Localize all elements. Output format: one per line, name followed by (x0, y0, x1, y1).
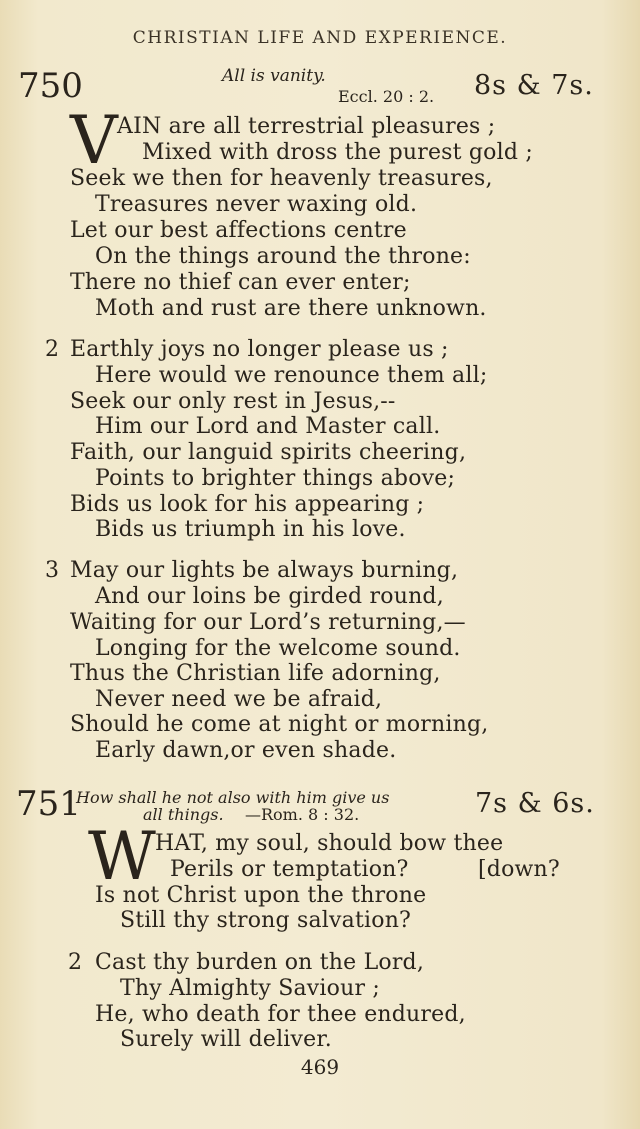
page-number: 469 (300, 1055, 340, 1079)
verse-line: HAT, my soul, should bow thee (155, 831, 504, 856)
hymn-751-number: 751 (16, 784, 81, 824)
verse-line: Longing for the welcome sound. (95, 636, 461, 661)
verse-line: Faith, our languid spirits cheering, (70, 440, 467, 465)
verse-line: Bids us look for his appearing ; (70, 492, 425, 517)
hymn-750-drop-cap: V (70, 102, 118, 179)
hymn-751-title-line2: all things. (143, 805, 224, 824)
verse-line: On the things around the throne: (95, 244, 471, 269)
verse-line: And our loins be girded round, (95, 584, 444, 609)
verse-line: Never need we be afraid, (95, 687, 383, 712)
verse-line: Thy Almighty Saviour ; (120, 976, 380, 1001)
verse-line: Still thy strong salvation? (120, 908, 412, 933)
verse-line: [down? (478, 857, 560, 882)
hymn-751-drop-cap: W (88, 818, 156, 895)
verse-line: AIN are all terrestrial pleasures ; (117, 114, 496, 139)
hymn-750-number: 750 (18, 66, 83, 106)
verse-line: Seek our only rest in Jesus,-- (70, 389, 396, 414)
verse-line: There no thief can ever enter; (70, 270, 411, 295)
hymn-750-reference: Eccl. 20 : 2. (338, 87, 435, 106)
hymn-750-meter: 8s & 7s. (474, 70, 594, 101)
verse-line: Is not Christ upon the throne (95, 883, 427, 908)
hymn-750-title: All is vanity. (222, 66, 326, 86)
hymn-751-title-line1: How shall he not also with him give us (76, 788, 390, 807)
verse-line: Moth and rust are there unknown. (95, 296, 487, 321)
verse-line: Early dawn,or even shade. (95, 738, 397, 763)
verse-line: Should he come at night or morning, (70, 712, 489, 737)
verse-line: Thus the Christian life adorning, (70, 661, 441, 686)
verse-line: May our lights be always burning, (70, 558, 459, 583)
verse-number: 2 (45, 337, 59, 362)
verse-line: Him our Lord and Master call. (95, 414, 441, 439)
verse-line: Perils or temptation? (170, 857, 409, 882)
verse-line: Let our best affections centre (70, 218, 407, 243)
hymn-751-meter: 7s & 6s. (475, 788, 595, 819)
verse-line: Surely will deliver. (120, 1027, 332, 1052)
verse-line: Cast thy burden on the Lord, (95, 950, 425, 975)
verse-line: Mixed with dross the purest gold ; (142, 140, 533, 165)
verse-line: Earthly joys no longer please us ; (70, 337, 449, 362)
hymn-751-reference: —Rom. 8 : 32. (245, 805, 360, 824)
verse-line: Here would we renounce them all; (95, 363, 488, 388)
verse-number: 2 (68, 950, 82, 975)
verse-line: Seek we then for heavenly treasures, (70, 166, 493, 191)
verse-line: Treasures never waxing old. (95, 192, 418, 217)
verse-line: Bids us triumph in his love. (95, 517, 406, 542)
verse-line: He, who death for thee endured, (95, 1002, 466, 1027)
verse-line: Points to brighter things above; (95, 466, 456, 491)
running-header: CHRISTIAN LIFE AND EXPERIENCE. (132, 28, 508, 48)
verse-line: Waiting for our Lord’s returning,— (70, 610, 466, 635)
verse-number: 3 (45, 558, 59, 583)
